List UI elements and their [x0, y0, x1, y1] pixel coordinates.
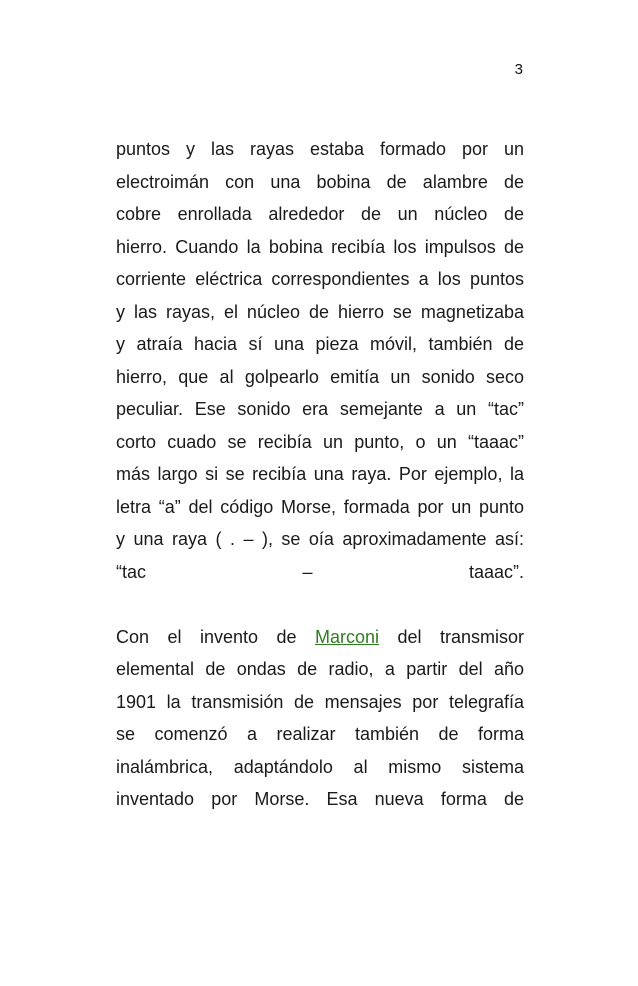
marconi-link[interactable]: Marconi: [314, 626, 380, 647]
text-line: se comenzó a realizar también de forma: [116, 724, 524, 744]
text-line: y atraía hacia sí una pieza móvil, también de: [116, 334, 524, 354]
paragraph-2: [116, 621, 524, 816]
text-line: “tac – taaac”.: [116, 561, 524, 582]
text-line: hierro. Cuando la bobina recibía los impulsos de: [116, 236, 524, 257]
page-number: 3: [514, 61, 523, 78]
text-line: y una raya ( . – ), se oía aproximadamente así:: [116, 529, 524, 549]
text-line: puntos y las rayas estaba formado por un: [116, 139, 524, 159]
paragraph-gap: [116, 588, 524, 621]
text-line: y las rayas, el núcleo de hierro se magnetizaba: [116, 301, 524, 322]
text-line: electroimán con una bobina de alambre de: [116, 171, 524, 192]
text-line: 1901 la transmisión de mensajes por telegrafía: [116, 691, 524, 712]
text-line: letra “a” del código Morse, formada por un punto: [116, 496, 524, 517]
paragraph-1: [116, 133, 524, 588]
text-segment: Con el invento de: [116, 626, 315, 647]
text-line: peculiar. Ese sonido era semejante a un “tac”: [116, 399, 524, 419]
text-line: cobre enrollada alrededor de un núcleo de: [116, 204, 524, 224]
text-line: corriente eléctrica correspondientes a los puntos: [116, 269, 524, 289]
text-line: inventado por Morse. Esa nueva forma de: [116, 789, 524, 809]
text-line: inalámbrica, adaptándolo al mismo sistema: [116, 756, 524, 777]
body-text: [116, 133, 524, 816]
text-line: hierro, que al golpearlo emitía un sonido seco: [116, 366, 524, 387]
text-line: más largo si se recibía una raya. Por ejemplo, la: [116, 464, 524, 484]
text-segment: del transmisor: [379, 626, 524, 647]
text-line: elemental de ondas de radio, a partir del año: [116, 659, 524, 679]
text-line: corto cuado se recibía un punto, o un “taaac”: [116, 431, 524, 452]
text-line: [116, 621, 524, 654]
